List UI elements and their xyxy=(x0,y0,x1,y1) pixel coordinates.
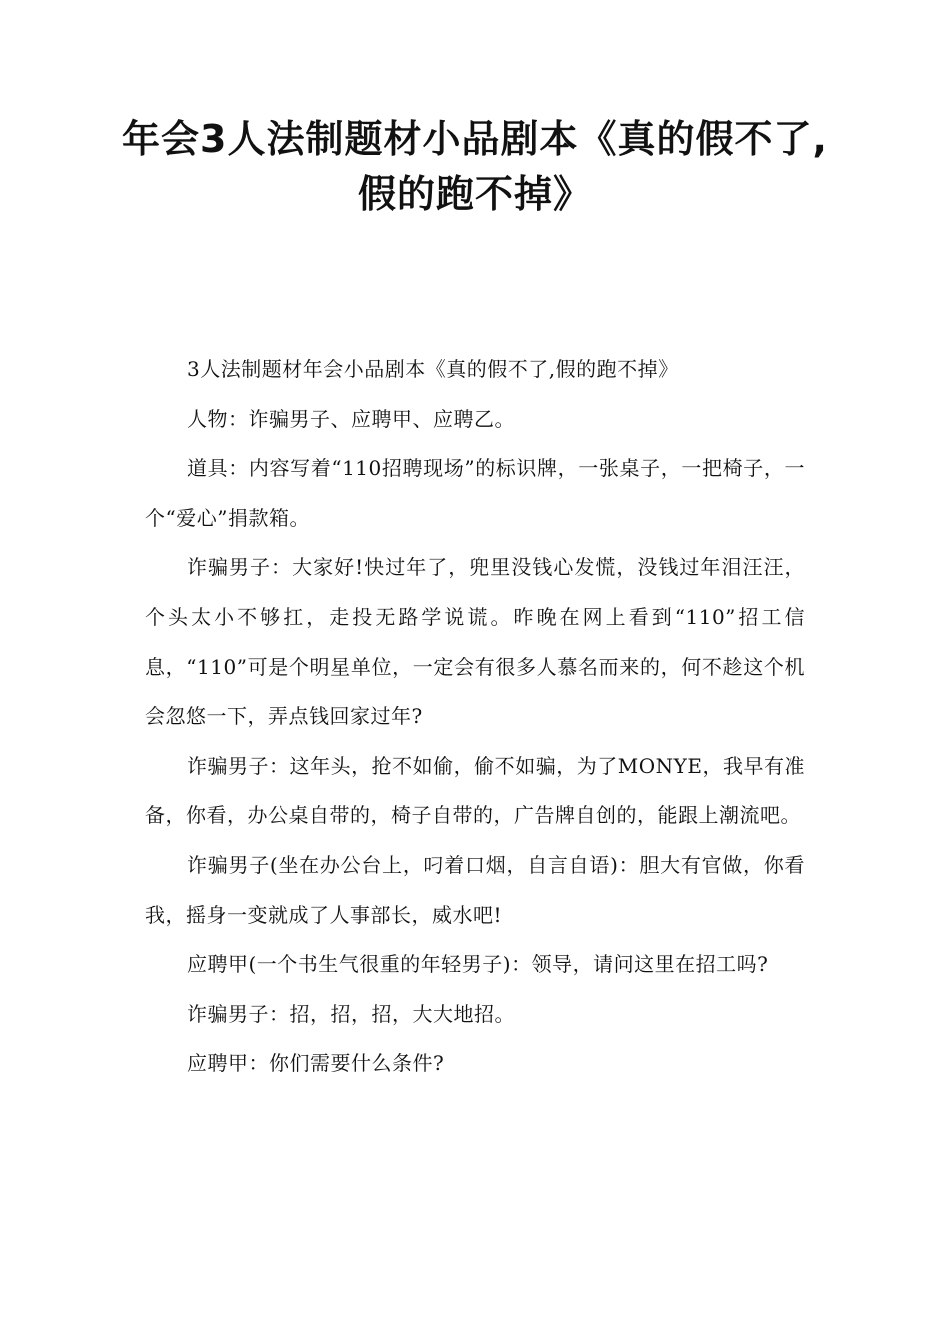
paragraph-dialogue: 诈骗男子：招，招，招，大大地招。 xyxy=(187,1001,515,1026)
document-body xyxy=(145,345,805,1089)
paragraph-dialogue: 应聘甲：你们需要什么条件? xyxy=(187,1051,445,1076)
paragraph-dialogue: 诈骗男子：大家好!快过年了，兜里没钱心发慌，没钱过年泪汪汪，个头太小不够扛，走投无路学说谎。昨晚在网上看到“110”招工信息，“110”可是个明星单位，一定会有很多人慕名而来的，何不趁这个机会忽悠一下，弄点钱回家过年? xyxy=(145,555,805,729)
paragraph-dialogue: 应聘甲(一个书生气很重的年轻男子)：领导，请问这里在招工吗? xyxy=(187,952,769,977)
paragraph-characters: 人物：诈骗男子、应聘甲、应聘乙。 xyxy=(187,406,515,431)
paragraph-props: 道具：内容写着“110招聘现场”的标识牌，一张桌子，一把椅子，一个“爱心”捐款箱。 xyxy=(145,456,805,530)
document-title: 年会3人法制题材小品剧本《真的假不了,假的跑不掉》 xyxy=(122,117,828,216)
paragraph-dialogue: 诈骗男子(坐在办公台上，叼着口烟，自言自语)：胆大有官做，你看我，摇身一变就成了人事部长，威水吧! xyxy=(145,852,805,927)
paragraph-subtitle: 3人法制题材年会小品剧本《真的假不了,假的跑不掉》 xyxy=(187,357,679,381)
paragraph-dialogue: 诈骗男子：这年头，抢不如偷，偷不如骗，为了MONYE，我早有准备，你看，办公桌自带的，椅子自带的，广告牌自创的，能跟上潮流吧。 xyxy=(145,753,805,828)
